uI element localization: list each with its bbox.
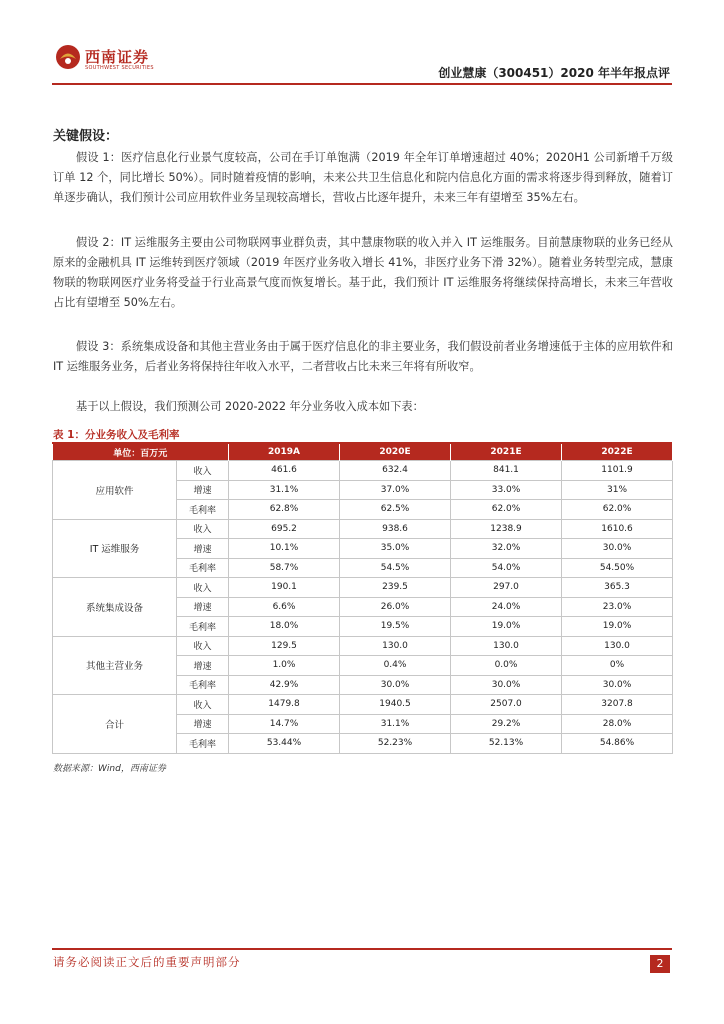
- table-row: [53, 578, 673, 598]
- value-cell: 30.0%: [562, 539, 673, 559]
- table-row: [53, 461, 673, 481]
- value-cell: 19.0%: [562, 617, 673, 637]
- value-cell: 28.0%: [562, 714, 673, 734]
- metric-cell: 增速: [177, 656, 229, 676]
- table-row: [53, 636, 673, 656]
- value-cell: 54.50%: [562, 558, 673, 578]
- value-cell: 10.1%: [229, 539, 340, 559]
- logo-text: 西南证券: [85, 48, 150, 66]
- value-cell: 19.0%: [451, 617, 562, 637]
- category-cell: 其他主营业务: [53, 636, 177, 695]
- metric-cell: 毛利率: [177, 734, 229, 754]
- value-cell: 62.0%: [451, 500, 562, 520]
- value-cell: 24.0%: [451, 597, 562, 617]
- value-cell: 31.1%: [229, 480, 340, 500]
- value-cell: 1.0%: [229, 656, 340, 676]
- value-cell: 58.7%: [229, 558, 340, 578]
- metric-cell: 增速: [177, 539, 229, 559]
- table-title: 表 1：分业务收入及毛利率: [53, 429, 180, 441]
- value-cell: 30.0%: [451, 675, 562, 695]
- value-cell: 23.0%: [562, 597, 673, 617]
- value-cell: 695.2: [229, 519, 340, 539]
- value-cell: 54.0%: [451, 558, 562, 578]
- metric-cell: 毛利率: [177, 675, 229, 695]
- category-cell: IT 运维服务: [53, 519, 177, 578]
- value-cell: 32.0%: [451, 539, 562, 559]
- value-cell: 297.0: [451, 578, 562, 598]
- value-cell: 461.6: [229, 461, 340, 481]
- metric-cell: 毛利率: [177, 617, 229, 637]
- company-logo: [55, 44, 165, 78]
- value-cell: 62.0%: [562, 500, 673, 520]
- value-cell: 54.5%: [340, 558, 451, 578]
- value-cell: 1101.9: [562, 461, 673, 481]
- value-cell: 26.0%: [340, 597, 451, 617]
- value-cell: 1610.6: [562, 519, 673, 539]
- value-cell: 130.0: [340, 636, 451, 656]
- year-header: 2019A: [229, 444, 340, 461]
- value-cell: 19.5%: [340, 617, 451, 637]
- table-header-row: [53, 444, 673, 461]
- disclaimer-notice: 请务必阅读正文后的重要声明部分: [53, 955, 241, 969]
- value-cell: 30.0%: [562, 675, 673, 695]
- value-cell: 1238.9: [451, 519, 562, 539]
- value-cell: 938.6: [340, 519, 451, 539]
- value-cell: 35.0%: [340, 539, 451, 559]
- metric-cell: 增速: [177, 714, 229, 734]
- value-cell: 14.7%: [229, 714, 340, 734]
- section-title: 关键假设：: [53, 129, 119, 144]
- report-title: 创业慧康（300451）2020 年半年报点评: [438, 66, 670, 80]
- value-cell: 31.1%: [340, 714, 451, 734]
- value-cell: 30.0%: [340, 675, 451, 695]
- value-cell: 18.0%: [229, 617, 340, 637]
- table-row: [53, 695, 673, 715]
- category-cell: 合计: [53, 695, 177, 754]
- paragraph-summary: 基于以上假设，我们预测公司 2020-2022 年分业务收入成本如下表：: [76, 400, 424, 413]
- value-cell: 1479.8: [229, 695, 340, 715]
- value-cell: 190.1: [229, 578, 340, 598]
- paragraph-assumption-3: 假设 3：系统集成设备和其他主营业务由于属于医疗信息化的非主要业务，我们假设前者业务增速低于主体的应用软件和 IT 运维服务业务，后者业务将保持往年收入水平，二者营收占比未来三年将有所收窄。: [53, 340, 673, 373]
- value-cell: 130.0: [562, 636, 673, 656]
- value-cell: 0.0%: [451, 656, 562, 676]
- unit-header: 单位：百万元: [53, 444, 229, 461]
- value-cell: 37.0%: [340, 480, 451, 500]
- metric-cell: 收入: [177, 578, 229, 598]
- value-cell: 62.5%: [340, 500, 451, 520]
- value-cell: 0%: [562, 656, 673, 676]
- value-cell: 62.8%: [229, 500, 340, 520]
- value-cell: 42.9%: [229, 675, 340, 695]
- category-cell: 应用软件: [53, 461, 177, 520]
- value-cell: 239.5: [340, 578, 451, 598]
- value-cell: 1940.5: [340, 695, 451, 715]
- value-cell: 6.6%: [229, 597, 340, 617]
- metric-cell: 收入: [177, 519, 229, 539]
- value-cell: 53.44%: [229, 734, 340, 754]
- value-cell: 52.23%: [340, 734, 451, 754]
- metric-cell: 毛利率: [177, 500, 229, 520]
- footer-divider: [52, 948, 672, 950]
- revenue-table: [52, 444, 673, 754]
- paragraph-assumption-1: 假设 1：医疗信息化行业景气度较高，公司在手订单饱满（2019 年全年订单增速超过 40%；2020H1 公司新增千万级订单 12 个，同比增长 50%）。同时随着疫情的影响，未来公共卫生信息化和院内信息化方面的需求将逐步得到释放，随着订单逐步确认，我们预计公司应用软件业务呈现较高增长，营收占比逐年提升，未来三年有望增至 35%左右。: [53, 151, 673, 204]
- year-header: 2020E: [340, 444, 451, 461]
- value-cell: 31%: [562, 480, 673, 500]
- value-cell: 3207.8: [562, 695, 673, 715]
- metric-cell: 增速: [177, 597, 229, 617]
- value-cell: 2507.0: [451, 695, 562, 715]
- data-source-note: 数据来源：Wind，西南证券: [53, 764, 166, 774]
- year-header: 2022E: [562, 444, 673, 461]
- metric-cell: 毛利率: [177, 558, 229, 578]
- category-cell: 系统集成设备: [53, 578, 177, 637]
- logo-emblem-icon: [55, 44, 81, 70]
- table-row: [53, 519, 673, 539]
- metric-cell: 增速: [177, 480, 229, 500]
- value-cell: 365.3: [562, 578, 673, 598]
- value-cell: 130.0: [451, 636, 562, 656]
- metric-cell: 收入: [177, 636, 229, 656]
- value-cell: 0.4%: [340, 656, 451, 676]
- page-number: 2: [650, 955, 670, 973]
- value-cell: 52.13%: [451, 734, 562, 754]
- paragraph-assumption-2: 假设 2：IT 运维服务主要由公司物联网事业群负责，其中慧康物联的收入并入 IT 运维服务。目前慧康物联的业务已经从原来的金融机具 IT 运维转到医疗领域（2019 年医疗业务收入增长 41%，非医疗业务下滑 32%）。随着业务转型完成，慧康物联的物联网医疗业务将受益于行业高景气度而恢复增长。基于此，我们预计 IT 运维服务将继续保持高增长，未来三年营收占比有望增至 50%左右。: [53, 236, 673, 309]
- value-cell: 632.4: [340, 461, 451, 481]
- value-cell: 33.0%: [451, 480, 562, 500]
- value-cell: 54.86%: [562, 734, 673, 754]
- value-cell: 841.1: [451, 461, 562, 481]
- logo-subtext: SOUTHWEST SECURITIES: [85, 65, 154, 71]
- metric-cell: 收入: [177, 695, 229, 715]
- value-cell: 29.2%: [451, 714, 562, 734]
- metric-cell: 收入: [177, 461, 229, 481]
- value-cell: 129.5: [229, 636, 340, 656]
- header-divider: [52, 83, 672, 85]
- year-header: 2021E: [451, 444, 562, 461]
